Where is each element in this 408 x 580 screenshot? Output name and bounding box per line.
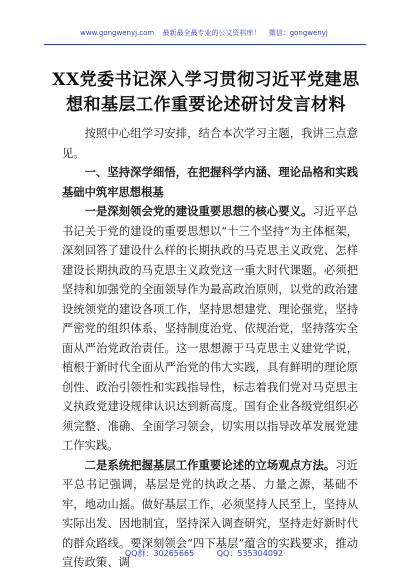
intro-paragraph: 按照中心组学习安排，结合本次学习主题，我讲三点意见。 <box>62 127 358 160</box>
paragraph-1-text: 习近平总书记关于党的建设的重要思想以“十三个坚持”为主体框架，深刻回答了建设什么样的长期执政的马克思主义政党、怎样建设长期执政的马克思主义政党这一重大时代课题。必须把坚持和加强党的全面领导作为最高政治原则，以党的政治建设统领党的建设各项工作，坚持思想建党、理论强党，坚持严密党的组织体系，坚持制度治党、依规治党，坚持落实全面从严治党政治责任。这一思想源于马克思主义建党学说，植根于新时代全面从严治党的伟大实践，具有鲜明的理论原创性、政治引领性和实践指导性，标志着我们党对马克思主义执政党建设规律认识达到新高度。国有企业各级党组织必须完整、准确、全面学习领会，切实用以指导改革发展党建工作实践。 <box>62 205 358 452</box>
header-divider <box>44 44 366 45</box>
header-wechat: 微信：gongwenyj <box>268 29 328 37</box>
section-heading-1: 一、坚持深学细悟，在把握科学内涵、理论品格和实践基础中筑牢思想根基 <box>62 166 358 199</box>
paragraph-1 <box>62 202 358 456</box>
document-title: XX党委书记深入学习贯彻习近平党建思想和基层工作重要论述研讨发言材料 <box>52 70 360 115</box>
footer-qq: QQ：535304092 <box>216 549 284 558</box>
footer-qq-group: QQ群：30265665 <box>124 549 195 558</box>
document-body <box>62 124 358 573</box>
page-header <box>0 28 408 38</box>
header-slogan: 最新最全最专业的公文资料库！ <box>162 29 261 37</box>
paragraph-1-lead: 一是深刻领会党的建设重要思想的核心要义。 <box>84 204 313 218</box>
paragraph-2-lead: 二是系统把握基层工作重要论述的立场观点方法。 <box>84 457 336 472</box>
paragraph-2-text: 习近平总书记强调，基层是党的执政之基、力量之源，基础不牢，地动山摇。做好基层工作，必须坚持人民至上，坚持从实际出发、因地制宜，坚持深入调查研究，坚持走好新时代的群众路线。要深刻领会“四下基层”蕴含的实践要求，推动宣传政策、调 <box>62 458 358 569</box>
header-site[interactable]: www.gongwenyj.com <box>80 29 155 37</box>
page-footer <box>0 548 408 559</box>
